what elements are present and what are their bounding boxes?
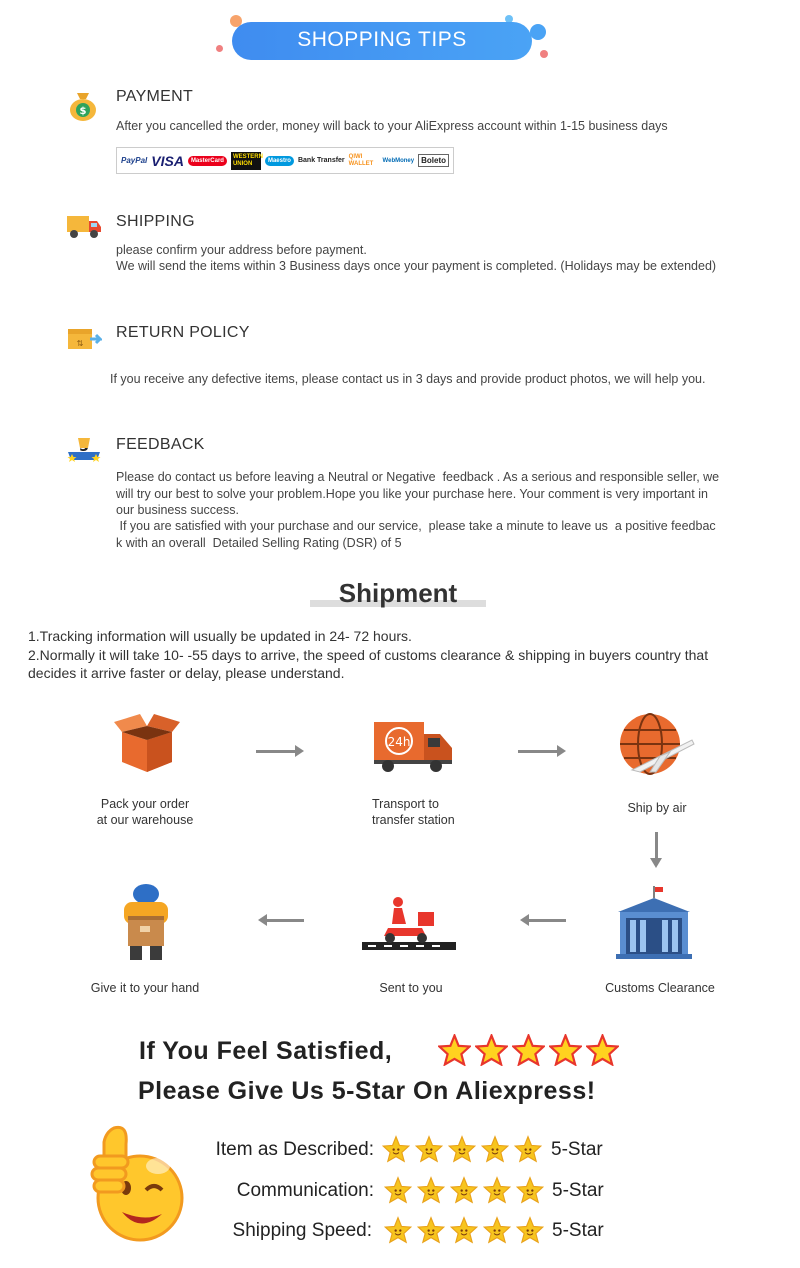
shipping-title: SHIPPING (116, 213, 195, 230)
open-box-icon (112, 712, 182, 781)
decor-dot (530, 24, 546, 40)
shipping-line-2: We will send the items within 3 Business days once your payment is completed. (Holidays may be extended) (116, 259, 717, 273)
smiley-star-icon (382, 1135, 410, 1163)
flow-arrow-left (266, 919, 304, 922)
smiley-star-icon (417, 1216, 445, 1244)
globe-airplane-icon (610, 710, 696, 785)
rating-value-shipping-speed: 5-Star (552, 1220, 604, 1241)
step-label-line: Transport to (372, 797, 439, 811)
smiley-star-icon (450, 1216, 478, 1244)
star-icon (475, 1034, 508, 1066)
decor-dot (540, 50, 548, 58)
star-icon (586, 1034, 619, 1066)
star-icon (512, 1034, 545, 1066)
rating-value-communication: 5-Star (552, 1180, 604, 1201)
smiley-star-icon (481, 1135, 509, 1163)
star-icon (549, 1034, 582, 1066)
payment-method-webmoney: WebMoney (382, 157, 415, 164)
money-bag-icon (66, 88, 100, 122)
step-label-pack (70, 796, 220, 828)
step-label-sent: Sent to you (379, 981, 443, 995)
star-icon (438, 1034, 471, 1066)
smiley-star-icon (450, 1176, 478, 1204)
shipment-title: Shipment (338, 578, 458, 608)
smiley-star-icon (448, 1135, 476, 1163)
step-label-transport (336, 796, 496, 828)
payment-method-western-union: WESTERN UNION (231, 152, 261, 170)
delivery-scooter-icon (360, 894, 458, 959)
smiley-star-icon (516, 1176, 544, 1204)
return-text: If you receive any defective items, please contact us in 3 days and provide product photos, we will help you. (110, 372, 706, 386)
payment-title: PAYMENT (116, 88, 194, 105)
five-star-badge-icon (64, 434, 104, 468)
rating-stars-shipping-speed (384, 1216, 544, 1244)
customs-building-icon (612, 884, 696, 965)
flow-arrow-right (256, 750, 296, 753)
courier-with-package-icon (116, 882, 176, 967)
smiley-star-icon (514, 1135, 542, 1163)
payment-method-boleto: Boleto (418, 154, 449, 167)
smiley-star-icon (483, 1176, 511, 1204)
rating-label-shipping-speed: Shipping Speed: (232, 1220, 372, 1241)
payment-method-maestro: Maestro (265, 156, 294, 166)
step-label-line: Pack your order (100, 797, 190, 811)
smiley-star-icon (516, 1216, 544, 1244)
step-label-hand: Give it to your hand (90, 981, 200, 995)
truck-badge-text: 24h (387, 735, 411, 749)
truck-icon (66, 212, 100, 246)
rating-label-item: Item as Described: (215, 1139, 374, 1160)
big-star-row (438, 1034, 619, 1066)
payment-text: After you cancelled the order, money will back to your AliExpress account within 1-15 business days (116, 119, 668, 133)
payment-method-paypal: PayPal (121, 156, 148, 165)
payment-method-visa: VISA (151, 152, 184, 169)
five-star-request: Please Give Us 5-Star On Aliexpress! (138, 1077, 596, 1105)
flow-arrow-right (518, 750, 558, 753)
return-title: RETURN POLICY (116, 324, 250, 341)
feedback-line-3: our business success. (116, 503, 239, 517)
smiley-star-icon (384, 1176, 412, 1204)
rating-stars-communication (384, 1176, 544, 1204)
svg-text:⇅: ⇅ (76, 339, 84, 348)
payment-method-qiwi: QIWI WALLET (348, 153, 374, 167)
step-label-line: at our warehouse (96, 813, 194, 827)
shipment-line-3: decides it arrive faster or delay, please understand. (28, 665, 345, 681)
shipping-line-1: please confirm your address before payment. (116, 243, 367, 257)
rating-label-communication: Communication: (236, 1180, 374, 1201)
feedback-line-1: Please do contact us before leaving a Neutral or Negative feedback . As a serious and responsible seller, we (116, 470, 720, 484)
decor-dot (216, 45, 223, 52)
flow-arrow-left (528, 919, 566, 922)
step-label-customs: Customs Clearance (605, 981, 715, 995)
svg-text:$: $ (79, 106, 87, 117)
return-box-icon (66, 323, 100, 357)
step-label-line: transfer station (372, 813, 455, 827)
smiley-star-icon (417, 1176, 445, 1204)
flow-arrow-down (655, 832, 658, 860)
satisfied-headline: If You Feel Satisfied, (139, 1037, 393, 1065)
thumbs-up-wink-emoji-icon (84, 1124, 196, 1253)
payment-method-mastercard: MasterCard (188, 156, 227, 166)
smiley-star-icon (483, 1216, 511, 1244)
rating-value-item: 5-Star (551, 1139, 603, 1160)
smiley-star-icon (384, 1216, 412, 1244)
delivery-truck-icon (372, 714, 454, 781)
feedback-line-4: If you are satisfied with your purchase and our service, please take a minute to leave us a positive feedbac (116, 519, 716, 533)
feedback-line-5: k with an overall Detailed Selling Rating (DSR) of 5 (116, 536, 402, 550)
flow-arrow-down-head (650, 858, 662, 868)
shipment-line-2: 2.Normally it will take 10- -55 days to arrive, the speed of customs clearance & shipping in buyers country that (28, 647, 709, 663)
smiley-star-icon (415, 1135, 443, 1163)
feedback-line-2: will try our best to solve your problem.Hope you like your purchase here. Your comment is very important in (116, 487, 708, 501)
shipment-line-1: 1.Tracking information will usually be updated in 24- 72 hours. (28, 628, 412, 644)
feedback-title: FEEDBACK (116, 436, 205, 453)
payment-method-bank-transfer: Bank Transfer (297, 157, 345, 164)
payment-methods-strip (116, 147, 454, 174)
banner-title: SHOPPING TIPS (297, 28, 467, 51)
rating-stars-item (382, 1135, 542, 1163)
step-label-ship-by-air: Ship by air (627, 801, 687, 815)
